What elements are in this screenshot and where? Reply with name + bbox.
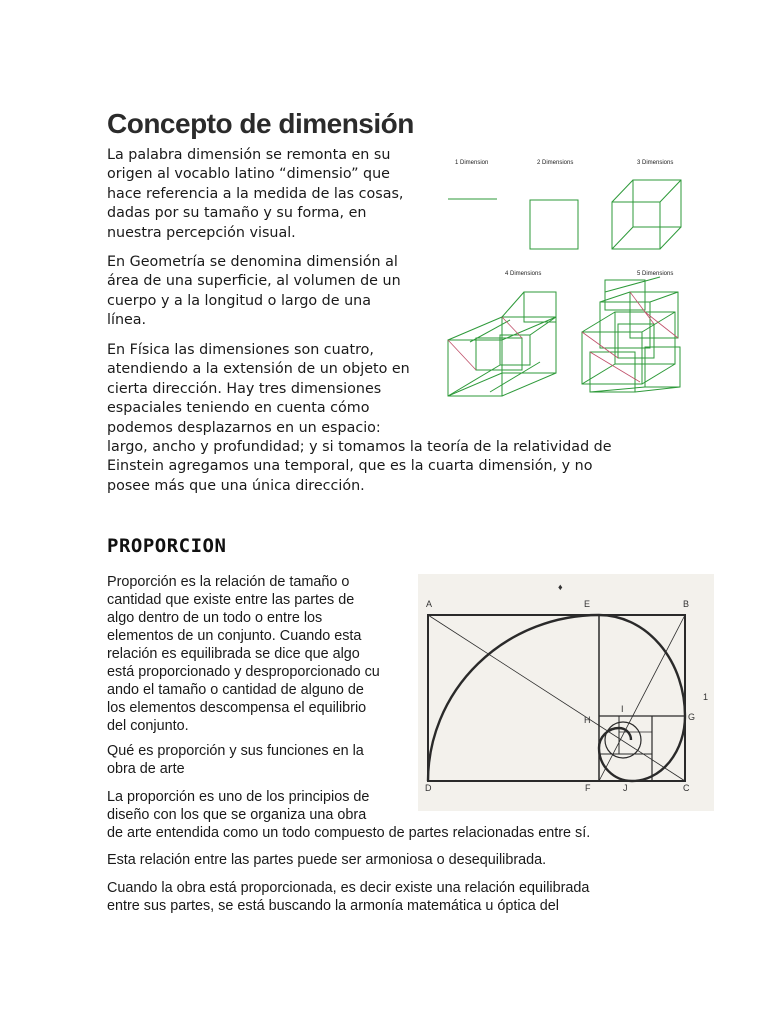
paragraph-proportion-harmony: Esta relación entre las partes puede ser armoniosa o desequilibrada. xyxy=(107,852,547,868)
paragraph-proportion-definition: Proporción es la relación de tamaño o cantidad que existe entre las partes de algo dentro de un todo o entre los elementos de un conjunto. Cuando esta relación es equilibrada se dice que algo está proporcionado y desproporcionado cu ando el tamaño o cantidad de alguno de los elementos descompensa el equilibrio del conjunto. xyxy=(107,574,380,734)
figure-background xyxy=(418,574,714,811)
label-top-mark: ♦ xyxy=(558,582,563,592)
five-dimension-penteract xyxy=(582,277,680,392)
three-dimension-cube xyxy=(612,180,681,249)
label-d: D xyxy=(425,783,432,793)
label-h: H xyxy=(584,715,591,725)
label-j: J xyxy=(623,783,628,793)
two-dimension-square xyxy=(530,200,578,249)
label-g: G xyxy=(688,712,696,722)
paragraph-proportion-question: Qué es proporción y sus funciones en la obra de arte xyxy=(107,743,364,777)
label-3-dimensions: 3 Dimensions xyxy=(637,160,674,166)
dimensions-diagram xyxy=(440,152,700,442)
label-i: I xyxy=(621,704,624,714)
paragraph-dimension-origin: La palabra dimensión se remonta en su origen al vocablo latino “dimensio” que hace referencia a la medida de las cosas, dadas por su tamaño y su forma, en nuestra percepción visual. xyxy=(107,147,404,241)
label-4-dimensions: 4 Dimensions xyxy=(505,271,542,277)
label-c: C xyxy=(683,783,690,793)
label-2-dimensions: 2 Dimensions xyxy=(537,160,574,166)
paragraph-dimension-geometry: En Geometría se denomina dimensión al área de una superficie, al volumen de un cuerpo y a la longitud o largo de una línea. xyxy=(107,254,401,329)
label-f: F xyxy=(585,783,591,793)
section-heading-proporcion: PROPORCION xyxy=(107,535,227,557)
paragraph-proportion-balance: Cuando la obra está proporcionada, es decir existe una relación equilibrada entre sus partes, se está buscando la armonía matemática u óptica del xyxy=(107,880,590,914)
label-e: E xyxy=(584,599,591,609)
pink-diagonals xyxy=(448,292,678,382)
paragraph-dimension-physics: En Física las dimensiones son cuatro, atendiendo a la extensión de un objeto en cierta dirección. Hay tres dimensiones espaciales teniendo en cuenta cómo podemos desplazarnos en un espacio: largo, ancho y profundidad; y si tomamos la teoría de la relatividad de Einstein agregamos una temporal, que es la cuarta dimensión, y no posee más que una única dirección. xyxy=(107,342,612,494)
dimensions-figure xyxy=(440,152,700,442)
label-b: B xyxy=(683,599,690,609)
golden-spiral-diagram xyxy=(418,574,714,811)
four-dimension-tesseract xyxy=(448,292,556,396)
page-title: Concepto de dimensión xyxy=(107,108,414,139)
golden-ratio-figure xyxy=(418,574,714,811)
label-1: 1 xyxy=(703,692,709,702)
label-a: A xyxy=(426,599,433,609)
paragraph-proportion-principle: La proporción es uno de los principios de diseño con los que se organiza una obra de arte entendida como un todo compuesto de partes relacionadas entre sí. xyxy=(107,789,591,841)
label-1-dimension: 1 Dimension xyxy=(455,160,489,166)
label-5-dimensions: 5 Dimensions xyxy=(637,271,674,277)
